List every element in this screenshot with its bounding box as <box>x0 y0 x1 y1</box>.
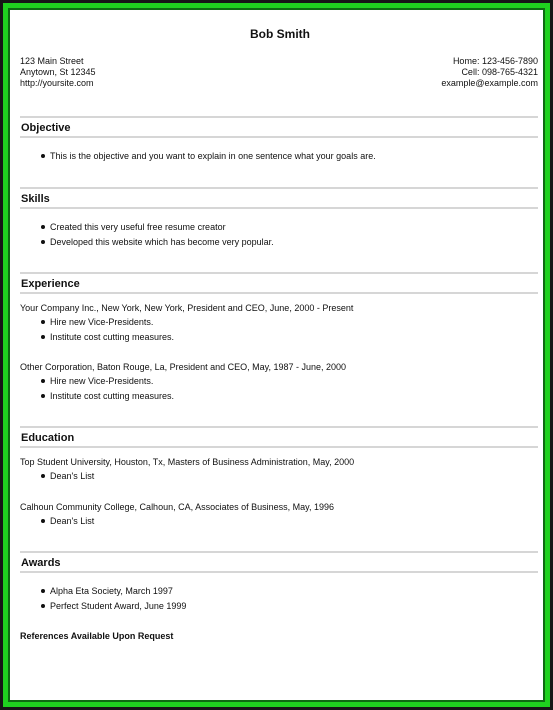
list-item: This is the objective and you want to explain in one sentence what your goals are. <box>20 151 540 166</box>
list-item: Alpha Eta Society, March 1997 <box>20 586 540 601</box>
objective-heading <box>20 116 538 138</box>
awards-list <box>20 586 540 616</box>
job-heading: Other Corporation, Baton Rouge, La, President and CEO, May, 1987 - June, 2000 <box>20 362 347 372</box>
list-item: Hire new Vice-Presidents. <box>20 376 540 391</box>
list-item: Dean's List <box>20 471 540 486</box>
job-heading: Your Company Inc., New York, New York, President and CEO, June, 2000 - Present <box>20 303 354 313</box>
resume-sheet <box>8 8 545 702</box>
address-line-1: 123 Main Street <box>20 56 84 66</box>
list-item: Developed this website which has become very popular. <box>20 237 540 252</box>
resume-page <box>20 10 540 700</box>
resume-name: Bob Smith <box>250 27 310 41</box>
email-address: example@example.com <box>441 78 538 88</box>
school-heading: Top Student University, Houston, Tx, Masters of Business Administration, May, 2000 <box>20 457 355 467</box>
skills-heading <box>20 187 538 209</box>
education-heading <box>20 426 538 448</box>
objective-title: Objective <box>21 122 71 134</box>
list-item: Dean's List <box>20 516 540 531</box>
phone-block <box>441 56 538 89</box>
references-note: References Available Upon Request <box>20 631 174 641</box>
experience-job-2 <box>20 362 540 406</box>
list-item: Perfect Student Award, June 1999 <box>20 601 540 616</box>
experience-title: Experience <box>21 278 80 290</box>
education-title: Education <box>21 432 75 444</box>
awards-title: Awards <box>21 557 61 569</box>
experience-job-1 <box>20 303 540 347</box>
education-school-2 <box>20 502 540 531</box>
awards-heading <box>20 551 538 573</box>
school-heading: Calhoun Community College, Calhoun, CA, Associates of Business, May, 1996 <box>20 502 334 512</box>
experience-heading <box>20 272 538 294</box>
education-school-1 <box>20 457 540 486</box>
list-item: Created this very useful free resume creator <box>20 222 540 237</box>
green-border <box>3 3 550 707</box>
address-block <box>20 56 96 89</box>
cell-phone: Cell: 098-765-4321 <box>461 67 538 77</box>
website-link: http://yoursite.com <box>20 78 94 88</box>
skills-title: Skills <box>21 193 50 205</box>
list-item: Institute cost cutting measures. <box>20 332 540 347</box>
address-line-2: Anytown, St 12345 <box>20 67 96 77</box>
skills-list <box>20 222 540 252</box>
objective-list <box>20 151 540 166</box>
list-item: Institute cost cutting measures. <box>20 391 540 406</box>
home-phone: Home: 123-456-7890 <box>452 56 538 66</box>
list-item: Hire new Vice-Presidents. <box>20 317 540 332</box>
